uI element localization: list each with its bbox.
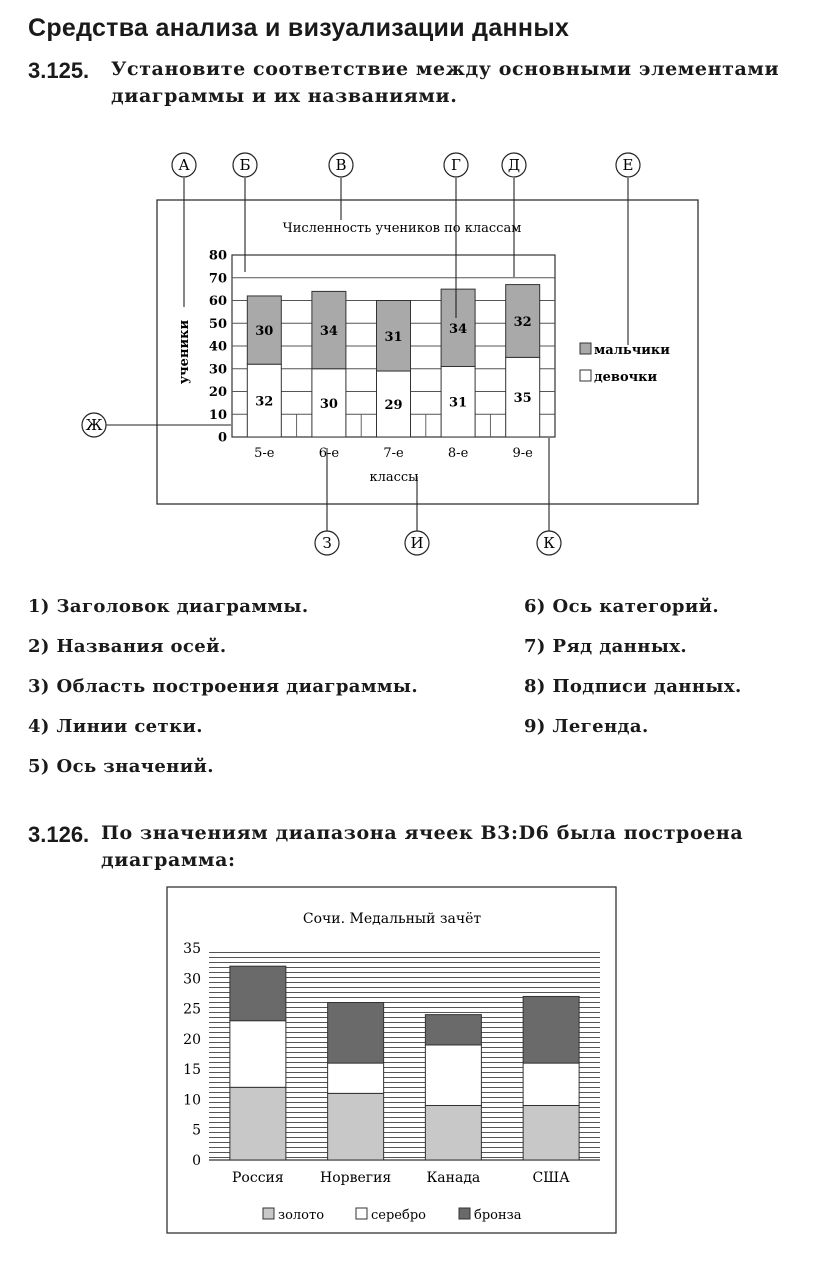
svg-text:Д: Д [507,156,521,174]
y-tick-label: 20 [183,1031,201,1048]
option-6: 6) Ось категорий. [524,596,720,617]
x-tick-label: 7-е [383,446,404,461]
svg-text:Е: Е [622,156,634,174]
y-axis-label: ученики [177,319,192,385]
chart-title: Сочи. Медальный зачёт [302,911,482,927]
marker-d [502,153,526,177]
y-tick-label: 50 [208,316,227,332]
x-tick-label: 8-е [447,446,469,461]
x-tick-label: Норвегия [319,1170,392,1186]
option-9: 9) Легенда. [524,716,649,737]
task-3-125-text [111,56,791,110]
legend-swatch [580,343,591,354]
task-3-125-text-line-1: Установите соответствие между основными элементами [111,58,780,80]
x-tick-label: 6-е [318,446,340,461]
svg-text:З: З [322,534,332,552]
x-tick-label: Россия [232,1170,284,1186]
task-3-125-text-line-2: диаграммы и их названиями. [111,85,458,107]
svg-text:А: А [178,156,190,174]
x-tick-label: 9-е [512,446,533,461]
marker-z [315,531,339,555]
y-tick-label: 15 [183,1062,201,1079]
legend-entry: девочки [594,370,658,385]
marker-k [537,531,561,555]
data-label: 34 [319,324,338,340]
y-tick-label: 20 [208,385,227,400]
x-axis-label: классы [369,470,419,485]
legend-entry: мальчики [594,343,670,358]
bar-silver [523,1063,579,1105]
y-tick-label: 35 [183,941,201,957]
legend-swatch [580,370,591,381]
data-label: 32 [255,394,274,410]
bar-silver [230,1021,286,1088]
svg-text:И: И [410,534,424,552]
task-3-126-text-line-2: диаграмма: [101,849,236,871]
bar-bronze [425,1015,481,1045]
svg-text:К: К [543,534,555,552]
legend-entry: бронза [474,1208,522,1223]
option-2: 2) Названия осей. [28,636,227,657]
legend-swatch [356,1208,367,1219]
y-tick-label: 25 [183,1001,201,1018]
data-label: 30 [255,324,274,340]
bar-gold [425,1105,481,1160]
svg-text:Ж: Ж [85,416,103,434]
svg-text:В: В [335,156,347,174]
bar-gold [328,1093,384,1160]
data-label: 35 [513,391,532,407]
task-number-3-125: 3.125. [28,58,90,83]
legend [263,1208,522,1223]
bar-silver [425,1045,481,1106]
y-tick-label: 30 [183,971,201,988]
y-tick-label: 0 [192,1153,201,1169]
marker-i [405,531,429,555]
y-tick-label: 10 [208,407,227,423]
legend-swatch [263,1208,274,1219]
chart-sochi-medals [0,880,816,1240]
y-tick-label: 0 [217,430,227,446]
data-label: 31 [449,395,468,411]
task-number-3-126: 3.126. [28,822,90,847]
x-tick-label: США [532,1170,570,1186]
marker-b [233,153,257,177]
data-label: 31 [384,329,403,345]
data-label: 34 [449,321,468,337]
task-3-126-text-line-1: По значениям диапазона ячеек B3:D6 была построена [101,822,744,844]
marker-zh [82,413,106,437]
legend-entry: золото [278,1208,325,1223]
svg-text:Б: Б [239,156,251,174]
x-tick-label: Канада [426,1170,481,1186]
option-1: 1) Заголовок диаграммы. [28,596,309,617]
svg-text:Г: Г [451,156,461,174]
chart-students-by-class [0,140,816,570]
y-tick-label: 5 [192,1122,201,1139]
y-tick-label: 30 [208,362,227,378]
y-tick-label: 60 [208,294,227,309]
x-tick-label: 5-е [254,446,275,461]
bar-bronze [230,966,286,1021]
marker-e [616,153,640,177]
option-4: 4) Линии сетки. [28,716,203,737]
y-tick-label: 40 [208,339,227,355]
task-3-126-text [101,820,791,874]
data-label: 29 [384,398,403,414]
bar-silver [328,1063,384,1093]
marker-g [444,153,468,177]
chart-title: Численность учеников по классам [282,221,522,236]
option-3: 3) Область построения диаграммы. [28,676,419,697]
bar-gold [230,1087,286,1160]
data-label: 30 [319,396,338,412]
data-label: 32 [513,314,532,330]
bar-bronze [523,996,579,1063]
bar-gold [523,1105,579,1160]
option-8: 8) Подписи данных. [524,676,742,697]
section-title: Средства анализа и визуализации данных [28,14,570,42]
option-5: 5) Ось значений. [28,756,214,777]
marker-a [172,153,196,177]
legend-swatch [459,1208,470,1219]
y-tick-label: 80 [208,248,227,264]
y-tick-label: 10 [183,1092,201,1109]
marker-v [329,153,353,177]
legend [580,343,670,385]
bar-bronze [328,1003,384,1064]
y-tick-label: 70 [208,271,227,287]
legend-entry: серебро [371,1208,426,1223]
option-7: 7) Ряд данных. [524,636,688,657]
